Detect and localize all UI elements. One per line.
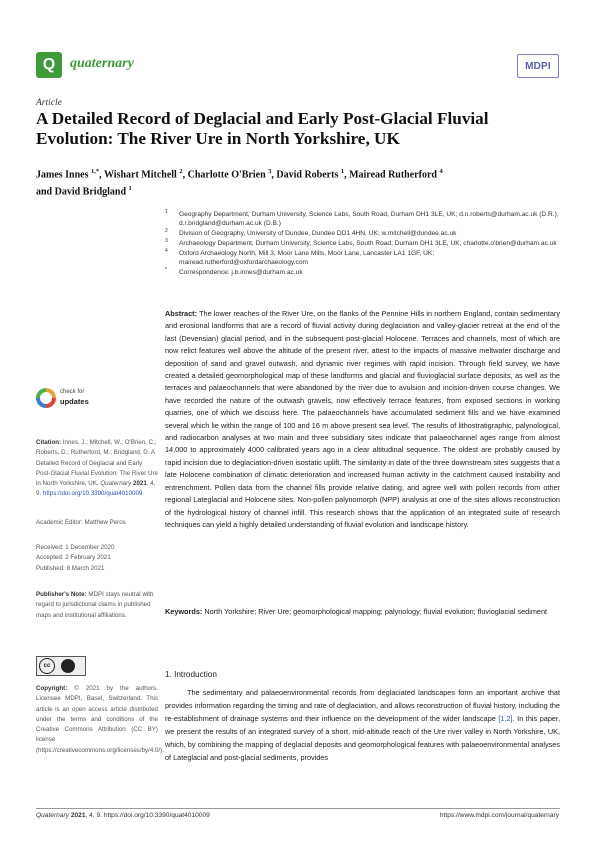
footer-divider [36, 808, 560, 809]
citation-doi-link[interactable]: https://doi.org/10.3390/quat4010009 [42, 490, 143, 498]
keywords-text: North Yorkshire; River Ure; geomorphological mapping; palynology; fluvial evolution; fluvioglacial sediment [204, 607, 548, 616]
footer-journal-url[interactable]: https://www.mdpi.com/journal/quaternary [439, 812, 559, 819]
abstract [165, 308, 560, 531]
author-name: Wishart Mitchell [103, 169, 177, 181]
affiliation-text: Archaeology Department, Durham University, Science Labs, South Road, Durham DH1 3LE, UK; charlotte.o'brien@durham.ac.uk [179, 240, 557, 248]
affiliation-number: 3 [165, 238, 168, 245]
abstract-text: The lower reaches of the River Ure, on the flanks of the Pennine Hills in northern England, contain sedimentary and erosional landforms that are a record of fluvial activity during deglaciation and valley-glacier retreat at the end of the last (Devensian) glacial period, and in the subsequent post-glacial Holocene. Terraces and channels, most of which are now relict features well above the altitude of the present river, attest to the impacts of massive meltwater discharge and deposition of sand and gravel outwash, and dynamic river regimes with rapid incision. Through field survey, we have created a detailed geomorphological map of these landforms and glacial and fluvioglacial surface deposits, as well as the terraces and palaeochannels that were abandoned by the river due to avulsion and incision-driven course changes. We have recorded the nature of the outwash gravels, now effectively terrace features, from exposed sections in working quarries, one of which we discuss here. The palaeochannels have accumulated sediment fills and we have examined several which lie within the range of 100 and 16 m above present sea level. The results of lithostratigraphic, palynological, and radiocarbon analyses at two main and three subsidiary sites indicate that palaeochannel ages range from almost 14,000 to approximately 4000 calibrated years ago in a clear altitudinal sequence. The oldest are probably caused by rapid incision due to deglaciation-driven isostatic uplift. The similarity in date of the three downstream sites suggests that a late Holocene combination of climatic deterioration and increased human activity in the catchment caused instability and entrenchment. Pollen data from the channel fills provide relative dating, and agree well with pollen records from other regional Lateglacial and Holocene sites. Non-pollen palynomorph (NPP) analysis at one of the sites allows reconstruction of the hydrological history of channel infill. This research shows that the application of an integrated suite of research techniques can yield a highly detailed understanding of fluvial evolution and landscape history. [165, 309, 560, 529]
affiliation-number: * [165, 267, 167, 274]
footer-doi: , 4, 9. https://doi.org/10.3390/quat4010009 [85, 812, 210, 819]
citation-journal: Quaternary [100, 480, 132, 488]
affiliation-number: 2 [165, 228, 168, 235]
author-list: James Innes $^{1,*}$, Wishart Mitchell $^2$, Charlotte O'Brien $^3$, David Roberts $^1$, Mairead Rutherford $^4$ and David Bridgland $^1$ [36, 168, 443, 198]
introduction-text: The sedimentary and palaeoenvironmental records from deglaciated landscapes form an important archive that provides information regarding the timing and rate of deglaciation, and allows reconstruction of fluvial history, including the re-establishment of drainage systems and their influence on the development of the wider landscape [165, 688, 560, 723]
copyright-text: © 2021 by the authors. Licensee MDPI, Basel, Switzerland. This article is an open access article distributed under the terms and conditions of the Creative Commons Attribution (CC BY) license (https://creativecommons.org/licenses/by/4.0/). [36, 685, 164, 754]
correspondence-text: Correspondence: j.b.innes@durham.ac.uk [179, 269, 303, 277]
attribution-icon [61, 659, 75, 673]
affiliation-item [165, 239, 560, 248]
check-updates-line2: updates [60, 397, 89, 406]
affiliation-item [165, 249, 560, 267]
journal-logo: Q [36, 52, 62, 78]
affiliation-number: 4 [165, 248, 168, 255]
journal-name: quaternary [70, 56, 134, 71]
copyright-block [36, 684, 164, 756]
publisher-note-text: MDPI stays neutral with regard to jurisdictional claims in published maps and institutional affiliations. [36, 591, 154, 619]
author-name: Charlotte O'Brien [187, 169, 266, 181]
correspondence [165, 268, 560, 277]
introduction-paragraph [165, 687, 560, 764]
footer-year: 2021 [70, 812, 86, 819]
publisher-note-label: Publisher's Note: [36, 591, 87, 598]
academic-editor: Academic Editor: Matthew Peros [36, 519, 126, 526]
copyright-label: Copyright: [36, 685, 68, 692]
author-name: Mairead Rutherford [349, 169, 437, 181]
citation-text: Innes, J.; Mitchell, W.; O'Brien, C.; Roberts, D.; Rutherford, M.; Bridgland, D. A Detailed Record of Deglacial and Early Post-Glacial Fluvial Evolution: The River Ure in North Yorkshire, UK. [36, 439, 158, 488]
affiliation-item [165, 229, 560, 238]
author-affiliation-marker: 1 [340, 168, 345, 175]
check-updates-line1: check for [60, 389, 85, 395]
received-date: Received: 1 December 2020 [36, 544, 115, 551]
abstract-label: Abstract: [165, 309, 198, 318]
author-affiliation-marker: 2 [179, 168, 183, 175]
keywords [165, 606, 560, 618]
accepted-date: Accepted: 2 February 2021 [36, 554, 111, 562]
citation-label: Citation: [36, 439, 62, 446]
affiliations [165, 210, 560, 278]
author-name: David Roberts [276, 169, 339, 181]
publisher-note [36, 590, 158, 621]
introduction-text-continued: . In this paper, we present the results of an integrated survey of a short, mid-altitude reach of the Ure river valley in North Yorkshire, UK, which, by combining the mapping of deglacial deposits and geomorphological features with palaeoenvironmental analyses of Lateglacial and post-glacial sediments, provides [165, 713, 560, 762]
affiliation-text: Division of Geography, University of Dundee, Dundee DD1 4HN, UK; w.mitchell@dundee.ac.uk [179, 230, 457, 238]
author-name: James Innes [36, 169, 89, 181]
citation-block [36, 438, 158, 500]
reference-link[interactable]: [1,2] [498, 713, 513, 723]
author-name: David Bridgland [54, 186, 127, 198]
creative-commons-icon: cc [39, 658, 55, 674]
keywords-label: Keywords: [165, 607, 203, 616]
author-conjunction: and [36, 186, 53, 198]
check-for-updates-button[interactable] [36, 388, 96, 410]
publication-dates [36, 543, 158, 574]
footer-citation [36, 812, 210, 819]
author-affiliation-marker: 3 [268, 168, 272, 175]
publisher-logo: MDPI [517, 54, 559, 78]
author-affiliation-marker: 1,* [91, 168, 100, 175]
cc-by-license-badge[interactable] [36, 656, 86, 676]
published-date: Published: 8 March 2021 [36, 564, 105, 572]
author-affiliation-marker: 4 [439, 168, 443, 175]
footer-journal: Quaternary [36, 812, 69, 819]
affiliation-text: Oxford Archaeology North, Mill 3, Moor Lane Mills, Moor Lane, Lancaster LA1 1GF, UK; mairead.rutherford@oxfordarchaeology.com [179, 250, 435, 267]
article-type: Article [36, 98, 62, 108]
affiliation-number: 1 [165, 209, 168, 215]
author-affiliation-marker: 1 [128, 184, 132, 192]
citation-year: 2021 [133, 480, 147, 488]
citation-volume: , 4, 9. [36, 480, 156, 498]
section-heading-introduction: 1. Introduction [165, 670, 217, 679]
affiliation-item [165, 210, 560, 228]
check-updates-icon [36, 388, 56, 408]
article-title: A Detailed Record of Deglacial and Early Post-Glacial Fluvial Evolution: The River Ure in North Yorkshire, UK [36, 109, 489, 148]
affiliation-text: Geography Department, Durham University, Science Labs, South Road, Durham DH1 3LE, UK; d.n.roberts@durham.ac.uk (D.R.); d.r.bridgland@durham.ac.uk (D.B.) [179, 211, 559, 228]
